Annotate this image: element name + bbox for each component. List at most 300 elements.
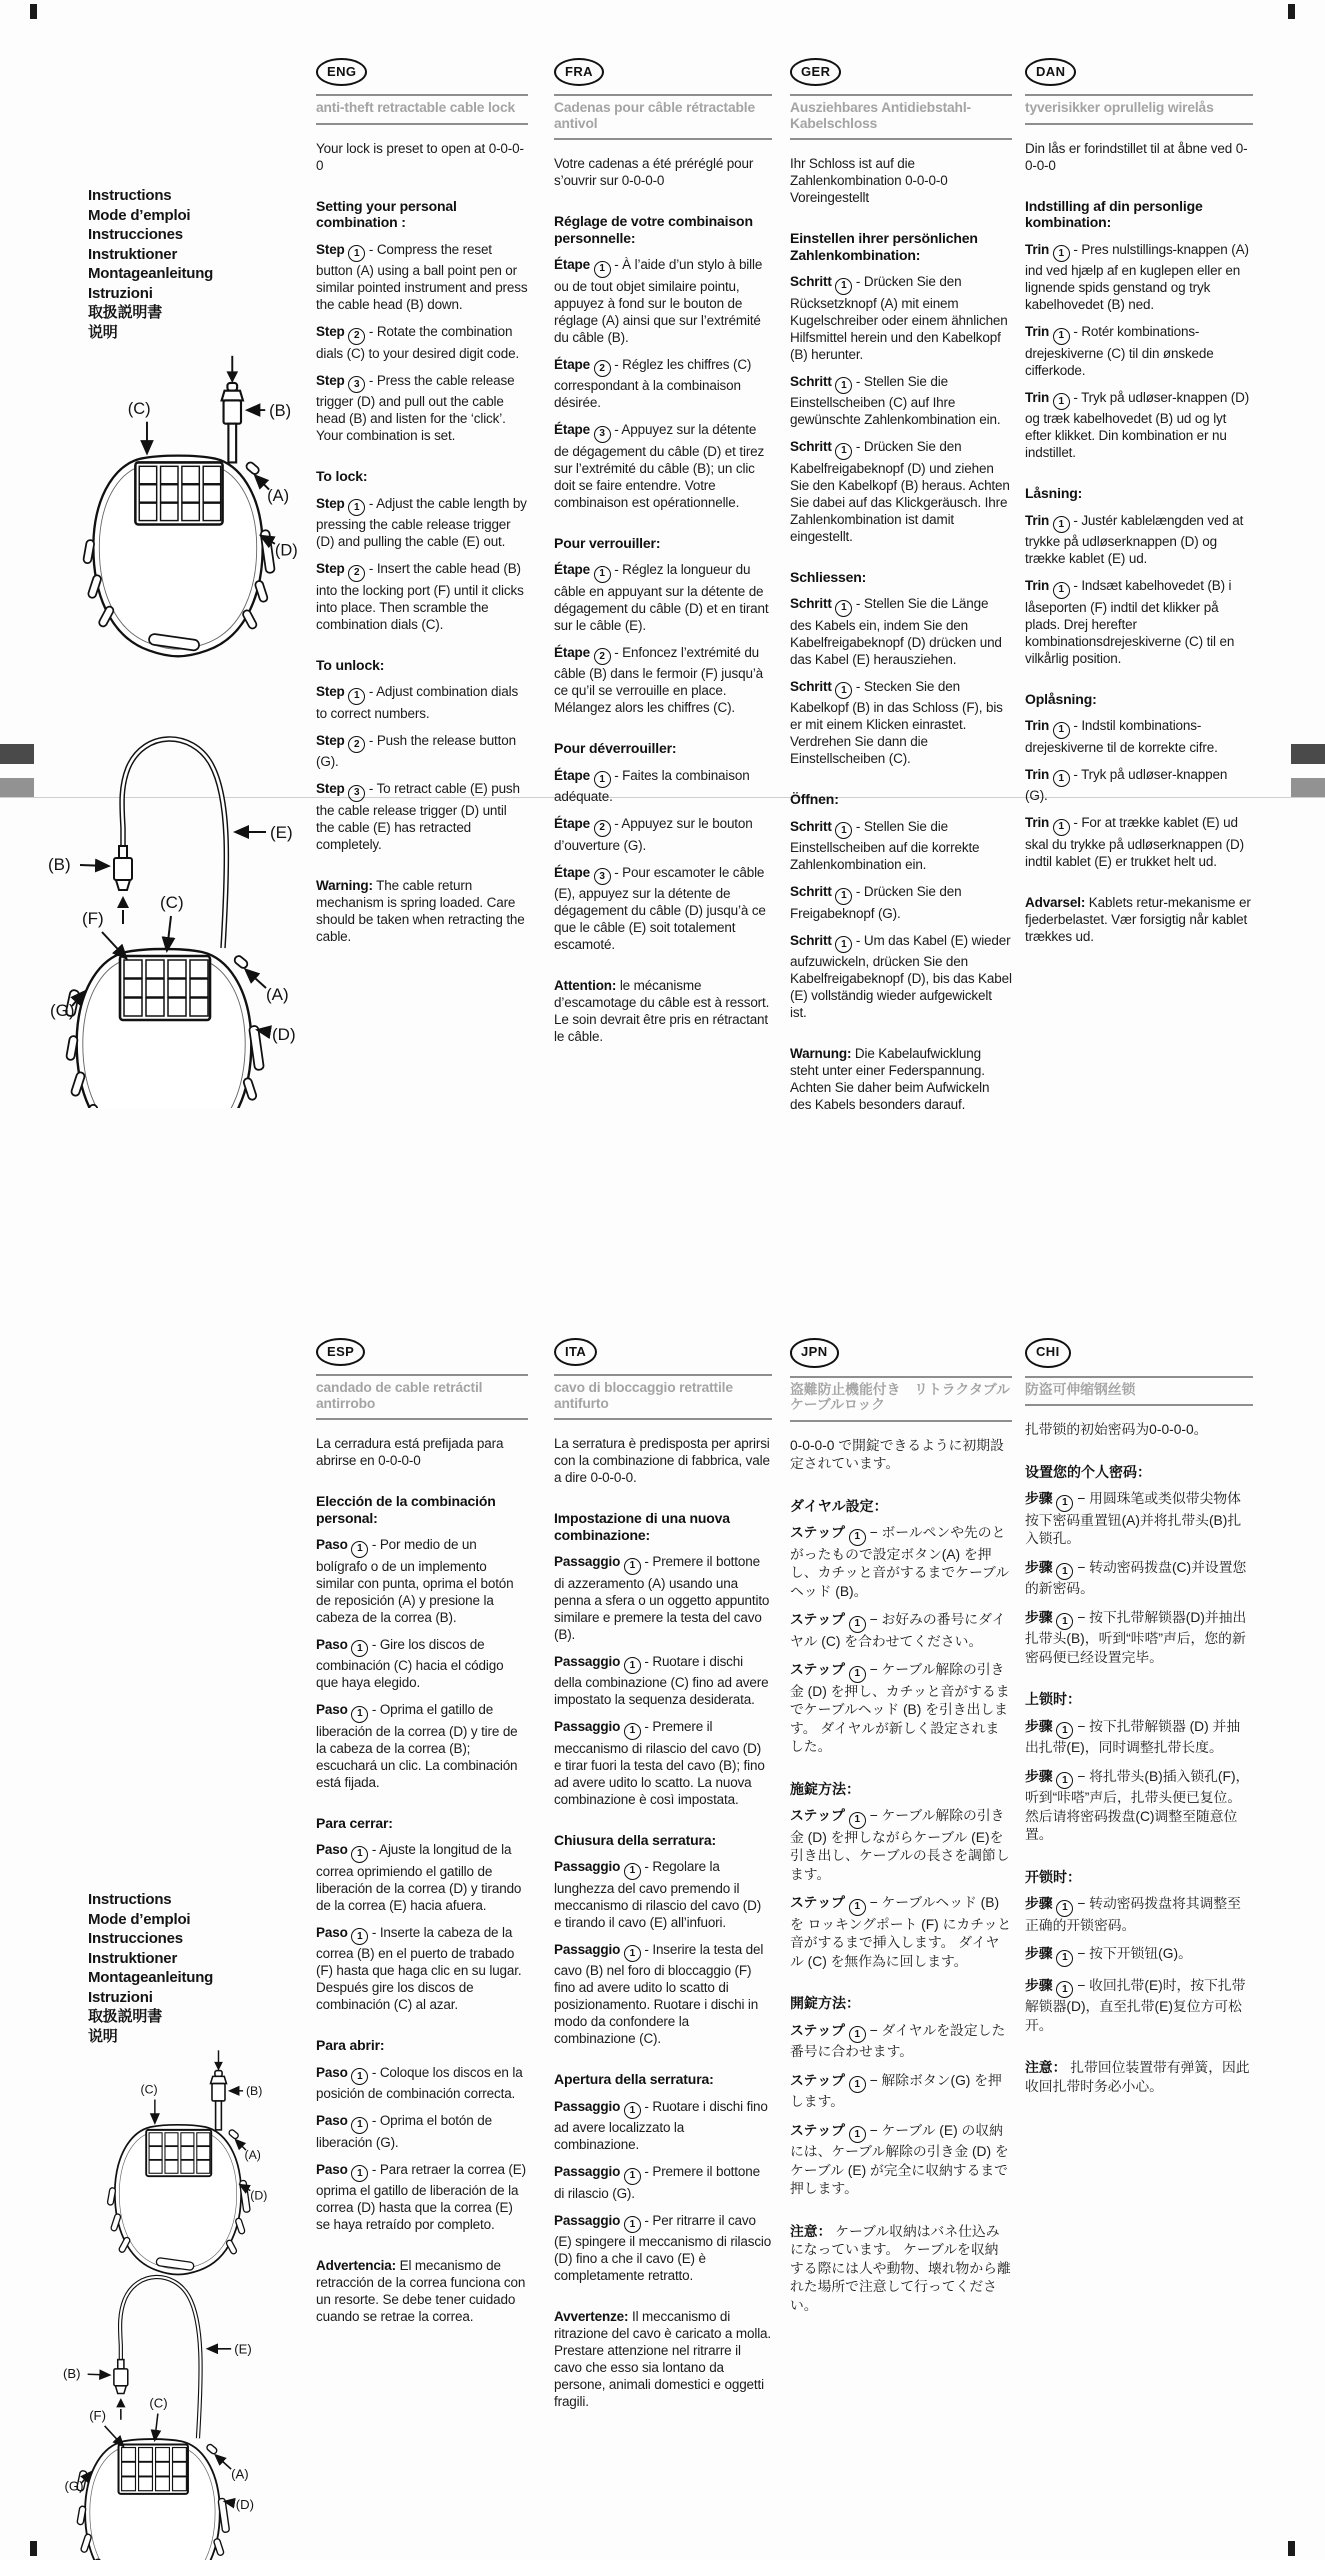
step-number-badge: 2 [348,736,365,753]
step-label: ステップ [790,1808,845,1823]
product-title: 防盗可伸缩钢丝锁 [1025,1376,1253,1407]
step-label: Step [316,781,345,796]
sidebar-language-4: Montageanleitung [88,265,214,282]
step-number-badge: 3 [348,376,365,393]
instruction-step: ステップ 1 − ケーブル解除の引き金 (D) を押し、カチッと音がするまでケーブルヘッド (B) を引き出します。 ダイヤルが新しく設定されました。 [790,1662,1010,1754]
instruction-step: Paso 1 - Oprima el gatillo de liberación de la correa (D) y tire de la cabeza de la correa (B); escuchará un clic. La combinación está fijada. [316,1702,518,1790]
step-label: Paso [316,1702,348,1717]
cable-icon [120,2277,201,2438]
instruction-step: Trin 1 - Tryk på udløser-knappen (G). [1025,766,1228,803]
cable-inner-line [120,2277,201,2438]
step-label: Passaggio [554,2164,621,2179]
step-label: 步骤 [1025,1491,1053,1506]
step-label: Schritt [790,274,832,289]
label-dials: (C) [140,2082,158,2097]
step-number-badge: 1 [624,2168,641,2185]
lock-body-icon [83,456,275,657]
label-release-trigger: (D) [274,541,298,560]
step-label: ステップ [790,1895,845,1910]
step-label: Étape [554,816,591,831]
instruction-step: ステップ 1 − お好みの番号にダイヤル (C) を合わせてください。 [790,1612,1006,1649]
section-heading: Chiusura della serratura: [554,1831,716,1848]
section-heading: ダイヤル設定： [790,1497,888,1514]
warning-label: Warnung: [790,1046,852,1061]
instruction-step: Étape 1 - Faites la combinaison adéquate. [554,767,750,804]
step-label: Schritt [790,678,832,694]
instruction-step: Passaggio 1 - Premere il bottone di azzeramento (A) usando una penna a sfera o un oggetto appuntito similare e premere la testa del cavo (B). [554,1554,770,1642]
step-number-badge: 1 [594,261,611,278]
step-label: 步骤 [1025,1946,1053,1961]
instruction-step: Step 2 - Push the release button (G). [316,732,516,769]
instruction-step: 步骤 1 − 转动密码拨盘(C)并设置您的新密码。 [1025,1559,1247,1596]
language-badge: JPN [790,1338,839,1368]
step-number-badge: 2 [594,360,611,377]
step-number-badge: 1 [835,936,852,953]
instruction-step: Passaggio 1 - Ruotare i dischi fino ad avere localizzato la combinazione. [554,2098,768,2152]
step-label: Paso [316,1537,348,1552]
instruction-step: Étape 2 - Réglez les chiffres (C) correspondant à la combinaison désirée. [554,356,752,410]
step-label: Schritt [790,932,832,948]
step-label: Step [316,324,345,339]
section-heading: 開錠方法： [790,1995,860,2011]
section-heading: Elección de la combinación personal: [316,1493,496,1526]
label-reset-button-arrow [256,476,270,490]
step-label: ステップ [790,2122,845,2138]
step-number-badge: 1 [351,1541,368,1558]
step-number-badge: 1 [835,443,852,460]
preset-note: Your lock is preset to open at 0-0-0-0 [316,140,524,173]
label-dials: (C) [127,399,151,418]
step-label: 步骤 [1025,1609,1053,1625]
step-number-badge: 1 [624,1558,641,1575]
step-label: ステップ [790,2072,845,2088]
sidebar-language-2: Instrucciones [88,1930,183,1947]
step-number-badge: 1 [849,1529,866,1546]
step-number-badge: 1 [1053,328,1070,345]
sidebar-language-0: Instructions [88,1891,172,1908]
press-down-arrowhead-icon [214,2062,223,2071]
cable-head-icon [114,846,132,890]
cable-lock-extended-illustration [26,678,306,1108]
step-label: Passaggio [554,1859,621,1874]
step-number-badge: 2 [594,648,611,665]
label-reset-button-arrow [246,970,266,988]
step-label: Step [316,241,345,257]
product-title: Ausziehbares Antidiebstahl-Kabelschloss [790,94,1012,140]
step-label: Step [316,732,345,748]
preset-note: 扎带锁的初始密码为0-0-0-0。 [1025,1422,1208,1437]
section-heading: Oplåsning: [1025,690,1097,707]
instruction-step: Étape 2 - Enfoncez l’extrémité du câble (B) dans le fermoir (F) jusqu’à ce qu’il se verrouille en place. Mélangez alors les chiffres (C). [554,644,764,715]
step-number-badge: 1 [1053,722,1070,739]
instruction-step: 步骤 1 − 收回扎带(E)时，按下扎带解锁器(D)，直至扎带(E)复位方可松开。 [1025,1977,1246,2033]
step-label: Étape [554,422,591,437]
instruction-step: ステップ 1 − ダイヤルを設定した番号に合わせます。 [790,2022,1006,2059]
step-label: 步骤 [1025,1977,1053,1993]
instruction-step: Étape 1 - Réglez la longueur du câble en appuyant sur la détente de dégagement du câble (D) et en tirant sur le câble (E). [554,562,769,633]
label-cable-head-arrow [88,2374,110,2375]
sidebar-language-0: Instructions [88,187,172,204]
section-heading: Indstilling af din personlige kombination: [1025,197,1203,230]
instruction-step: ステップ 1 − 解除ボタン(G) を押します。 [790,2072,1002,2109]
instruction-step: Step 3 - To retract cable (E) push the cable release trigger (D) until the cable (E) has retracted completely. [316,781,520,852]
section-heading: Para cerrar: [316,1814,393,1831]
step-number-badge: 1 [849,1899,866,1916]
language-badge: ESP [316,1338,365,1366]
step-label: Étape [554,644,591,660]
preset-note: Votre cadenas a été préréglé pour s’ouvrir sur 0-0-0-0 [554,156,754,188]
section-heading: Para abrir: [316,2037,385,2053]
step-number-badge: 1 [1053,245,1070,262]
column-chi [1025,1338,1253,2096]
column-eng [316,58,528,945]
step-number-badge: 1 [1056,1495,1073,1512]
section-heading: To unlock: [316,656,385,673]
instruction-step: Schritt 1 - Drücken Sie den Rücksetzknopf (A) mit einem Kugelschreiber oder einem ähnlichen Hilfsmittel herein und den Kabelkopf (B) herunter. [790,274,1008,362]
step-number-badge: 1 [351,2165,368,2182]
instruction-step: 步骤 1 − 转动密码拨盘将其调整至正确的开锁密码。 [1025,1896,1241,1933]
instruction-step: Trin 1 - Pres nulstillings-knappen (A) ind ved hjælp af en kuglepen eller en lignende spids genstand og tryk kabelhovedet (B) ned. [1025,241,1249,312]
label-cable-head: (B) [245,2084,263,2099]
step-label: Paso [316,1636,348,1652]
step-number-badge: 1 [1056,1613,1073,1630]
reset-button-icon [228,2129,239,2140]
step-label: Trin [1025,766,1050,782]
language-badge: FRA [554,58,604,86]
step-number-badge: 1 [849,1812,866,1829]
instruction-step: Paso 1 - Por medio de un bolígrafo o de un implemento similar con punta, oprima el botón de reposición (A) y presione la cabeza de la correa (B). [316,1537,514,1625]
lock-body-icon [76,2439,229,2560]
product-title: candado de cable retráctil antirrobo [316,1374,528,1420]
step-number-badge: 1 [1056,1900,1073,1917]
step-label: Schritt [790,596,832,611]
step-number-badge: 1 [624,2216,641,2233]
label-reset-button: (A) [266,985,289,1004]
instruction-step: Schritt 1 - Drücken Sie den Kabelfreigabeknopf (D) und ziehen Sie den Kabelkopf (B) heraus. Achten Sie dabei auf das Klickgeräusch. Ihre Zahlenkombination ist damit eingestellt. [790,439,1010,544]
sidebar-language-5: Istruzioni [88,1988,153,2006]
instruction-step: Passaggio 1 - Ruotare i dischi della combinazione (C) fino ad avere impostato la sequenza desiderata. [554,1653,769,1707]
step-label: Passaggio [554,1719,621,1734]
instruction-step: 步骤 1 − 按下扎带解锁器(D)并抽出扎带头(B)，听到“咔嗒”声后，您的新密码便已经设置完毕。 [1025,1609,1247,1665]
step-number-badge: 1 [1056,1722,1073,1739]
warning-note: Warnung: Die Kabelaufwicklung steht unter einer Federspannung. Achten Sie daher beim Aufwickeln des Kabels besonders darauf. [790,1046,990,1112]
step-number-badge: 1 [351,1846,368,1863]
lock-diagram-closed [52,350,304,670]
preset-note: Ihr Schloss ist auf die Zahlenkombination 0-0-0-0 Voreingestellt [790,156,948,205]
instruction-step: Trin 1 - Justér kablelængden ved at trykke på udløserknappen (D) og trække kablet (E) ud. [1025,512,1244,566]
step-number-badge: 1 [351,1640,368,1657]
label-dials-arrow [167,916,171,950]
label-locking-port: (F) [82,909,104,928]
step-label: Schritt [790,439,832,454]
instruction-step: Step 2 - Insert the cable head (B) into the locking port (F) until it clicks into place. Then scramble the combination dials (C). [316,561,524,632]
product-title: Cadenas pour câble rétractable antivol [554,94,772,140]
step-number-badge: 1 [624,2102,641,2119]
language-badge: ITA [554,1338,597,1366]
label-release-trigger-arrow [225,2502,234,2504]
language-badge: GER [790,58,841,86]
warning-label: Attention: [554,978,617,993]
step-label: Paso [316,2064,348,2080]
step-number-badge: 1 [351,1928,368,1945]
step-number-badge: 1 [1056,1563,1073,1580]
instruction-step: 步骤 1 − 按下扎带解锁器 (D) 并抽出扎带(E)，同时调整扎带长度。 [1025,1718,1241,1755]
step-number-badge: 1 [351,2117,368,2134]
step-label: Step [316,561,345,576]
instruction-step: ステップ 1 − ケーブル (E) の収納には、ケーブル解除の引き金 (D) を ケーブル (E) が完全に収納するまで押します。 [790,2122,1009,2196]
language-list [88,1890,213,2046]
instruction-step: Trin 1 - Tryk på udløser-knappen (D) og træk kabelhovedet (B) ud og lyt efter klikket. Din kombination er nu indstillet. [1025,389,1250,460]
label-reset-button-arrow [216,2455,231,2469]
instruction-step: Trin 1 - Rotér kombinations-drejeskiverne (C) til din ønskede cifferkode. [1025,324,1214,378]
instruction-step: 步骤 1 − 按下开锁钮(G)。 [1025,1945,1253,1967]
combination-dials-icon [119,2444,188,2493]
step-number-badge: 1 [348,688,365,705]
label-locking-port-arrow [105,2426,124,2446]
instruction-step: Paso 1 - Oprima el botón de liberación (G). [316,2113,492,2150]
step-number-badge: 1 [835,278,852,295]
step-number-badge: 1 [849,1666,866,1683]
step-number-badge: 1 [1053,516,1070,533]
step-number-badge: 1 [835,600,852,617]
step-number-badge: 1 [849,2126,866,2143]
section-heading: Setting your personal combination : [316,197,457,230]
label-reset-button: (A) [244,2147,261,2162]
reset-button-icon [206,2443,218,2455]
instruction-step: Étape 1 - À l’aide d’un stylo à bille ou de tout objet similaire pointu, appuyez à fond sur le bouton de réglage (A) ainsi que sur l’extrémité du câble (B). [554,257,763,345]
instruction-step: Schritt 1 - Stellen Sie die Einstellscheiben auf die korrekte Zahlenkombination ein. [790,818,980,872]
step-label: Trin [1025,815,1050,830]
step-label: Schritt [790,818,832,834]
sidebar-language-2: Instrucciones [88,226,183,243]
step-label: Step [316,495,345,511]
label-open-button: (G) [50,1001,75,1020]
combination-dials-icon [146,2130,211,2176]
step-label: Étape [554,767,591,783]
lock-diagram-extended [26,678,306,1108]
sidebar-language-6: 取扱説明書 [88,304,163,321]
cable-head-icon [211,2071,227,2130]
sidebar-language-1: Mode d’emploi [88,1910,191,1928]
step-number-badge: 1 [624,1863,641,1880]
language-list [88,186,213,342]
section-heading: 设置您的个人密码： [1025,1463,1151,1480]
sidebar-language-4: Montageanleitung [88,1969,214,1986]
step-number-badge: 1 [835,682,852,699]
step-number-badge: 2 [348,328,365,345]
column-dan [1025,58,1253,945]
step-label: Step [316,372,345,388]
label-reset-button: (A) [267,487,290,506]
step-number-badge: 1 [835,888,852,905]
label-cable-head-arrow [80,865,108,866]
step-number-badge: 1 [835,377,852,394]
instruction-step: Passaggio 1 - Premere il bottone di rilascio (G). [554,2164,760,2201]
step-number-badge: 1 [849,1616,866,1633]
instruction-step: Paso 1 - Inserte la cabeza de la correa (B) en el puerto de trabado (F) hasta que haga clic en su lugar. Después gire los discos de combinación (C) al azar. [316,1924,522,2012]
instruction-step: Schritt 1 - Drücken Sie den Freigabeknopf (G). [790,884,962,921]
sidebar-language-6: 取扱説明書 [88,2008,163,2025]
instruction-step: Trin 1 - For at trække kablet (E) ud skal du trykke på udløserknappen (D) indtil kablet (E) er trukket helt ud. [1025,815,1244,869]
instruction-step: Trin 1 - Indsæt kabelhovedet (B) i låseporten (F) indtil det klikker på plads. Drej herefter kombinationsdrejeskiverne (C) til en vilkårlig position. [1025,578,1235,666]
product-title: tyverisikker oprullelig wirelås [1025,94,1253,125]
column-esp [316,1338,528,2325]
section-heading: Schliessen: [790,568,867,585]
reset-button-icon [245,461,260,476]
instruction-step: Schritt 1 - Stellen Sie die Einstellscheiben (C) auf Ihre gewünschte Zahlenkombination ein. [790,373,1001,427]
label-locking-port: (F) [89,2407,106,2423]
warning-note: Advarsel: Kablets retur-mekanisme er fjederbelastet. Vær forsigtig når kablet trækkes ud. [1025,894,1251,944]
label-cable: (E) [234,2341,252,2357]
step-number-badge: 1 [351,1706,368,1723]
warning-label: 注意： [790,2223,832,2239]
preset-note: 0-0-0-0 で開錠できるように初期設定されています。 [790,1437,1004,1471]
preset-note: Din lås er forindstillet til at åbne ved 0-0-0-0 [1025,140,1248,173]
instruction-step: Étape 2 - Appuyez sur le bouton d’ouverture (G). [554,816,753,853]
step-label: ステップ [790,2022,845,2038]
step-number-badge: 1 [835,822,852,839]
sidebar-language-3: Instruktioner [88,1949,178,1967]
section-heading: Öffnen: [790,791,839,807]
step-label: Passaggio [554,2098,621,2114]
label-release-trigger: (D) [235,2497,254,2513]
language-badge: ENG [316,58,367,86]
warning-note: Advertencia: El mecanismo de retracción de la correa funciona con un resorte. Se debe tener cuidado cuando se retrae la correa. [316,2258,526,2324]
label-release-trigger: (D) [272,1025,296,1044]
step-label: Trin [1025,578,1050,593]
combination-dials-icon [135,462,222,524]
preset-note: La cerradura está prefijada para abrirse en 0-0-0-0 [316,1436,504,1468]
step-label: Paso [316,1924,348,1940]
instruction-step: ステップ 1 − ケーブルヘッド (B) を ロッキングポート (F) にカチッと音がするまで挿入します。 ダイヤル (C) を無作為に回します。 [790,1895,1012,1969]
section-heading: Réglage de votre combinaison personnelle: [554,213,753,246]
section-heading: 开锁时： [1025,1868,1081,1885]
warning-label: Avvertenze: [554,2309,629,2324]
step-label: Étape [554,562,591,577]
instruction-step: Step 1 - Compress the reset button (A) using a ball point pen or similar pointed instrument and press the cable head (B) down. [316,241,528,312]
label-dials: (C) [149,2395,168,2411]
step-label: Trin [1025,389,1050,405]
section-heading: 上锁时： [1025,1691,1081,1707]
section-heading: Låsning: [1025,485,1083,501]
cable-lock-closed-illustration [52,350,304,670]
insert-up-arrowhead-icon [117,896,129,908]
section-heading: To lock: [316,468,368,484]
step-number-badge: 1 [348,245,365,262]
step-label: Étape [554,864,591,880]
step-number-badge: 1 [1056,1981,1073,1998]
step-number-badge: 1 [1053,393,1070,410]
section-heading: Apertura della serratura: [554,2071,714,2087]
instruction-step: Step 1 - Adjust combination dials to correct numbers. [316,684,519,721]
step-number-badge: 1 [1053,582,1070,599]
step-label: Trin [1025,512,1050,528]
sidebar-language-7: 说明 [88,2027,118,2045]
step-number-badge: 1 [1053,819,1070,836]
instruction-step: Step 1 - Adjust the cable length by pressing the cable release trigger (D) and pulling the cable (E) out. [316,495,527,549]
instruction-step: Passaggio 1 - Inserire la testa del cavo (B) nel foro di bloccaggio (F) fino ad avere udito lo scatto di posizionamento. Ruotare i dischi in modo da confondere la combinazione (C). [554,1941,764,2046]
language-badge: CHI [1025,1338,1071,1368]
insert-up-arrowhead-icon [116,2398,125,2407]
reset-button-icon [233,954,249,969]
label-release-trigger-arrow [258,1030,270,1032]
instruction-step: Étape 3 - Appuyez sur la détente de dégagement du câble (D) et tirez sur l’extrémité du câble (B); un clic doit se faire entendre. Votre combinaison est opérationnelle. [554,422,765,510]
section-heading: Einstellen ihrer persönlichen Zahlenkombination: [790,230,978,263]
step-label: Paso [316,1842,348,1857]
step-label: Passaggio [554,1554,621,1569]
step-number-badge: 2 [594,820,611,837]
step-number-badge: 1 [1056,1950,1073,1967]
warning-note: 注意： ケーブル収納はバネ仕込みになっています。 ケーブルを収納する際には人や動物、壊れ物から離れた場所で注意して行ってください。 [790,2223,1011,2313]
sidebar-language-7: 说明 [88,323,118,341]
product-title: 盗難防止機能付き リトラクタブル ケーブルロック [790,1376,1012,1422]
cable-head-icon [222,383,243,462]
section-heading: Pour déverrouiller: [554,740,677,756]
warning-label: Advertencia: [316,2258,396,2273]
label-release-trigger: (D) [250,2188,268,2203]
warning-note: Attention: le mécanisme d’escamotage du câble est à ressort. Le soin devrait être pris en rétractant le câble. [554,978,770,1044]
step-label: Passaggio [554,2212,621,2228]
step-label: Trin [1025,324,1050,339]
step-number-badge: 1 [348,499,365,516]
label-cable: (E) [270,823,293,842]
step-label: Étape [554,356,591,372]
step-number-badge: 1 [624,1723,641,1740]
instruction-step: Step 3 - Press the cable release trigger (D) and pull out the cable head (B) and listen for the ‘click’. Your combination is set. [316,372,515,443]
label-reset-button: (A) [231,2466,249,2482]
step-label: Schritt [790,884,832,899]
label-dials-arrow [155,2414,158,2440]
step-label: Passaggio [554,1653,621,1669]
column-ger [790,58,1012,1113]
step-label: 步骤 [1025,1768,1053,1784]
step-number-badge: 3 [594,426,611,443]
label-cable-head: (B) [48,855,71,874]
step-number-badge: 1 [624,1657,641,1674]
product-title: cavo di bloccaggio retrattile antifurto [554,1374,772,1420]
step-label: 步骤 [1025,1718,1053,1734]
column-ita [554,1338,772,2410]
instruction-step: Step 2 - Rotate the combination dials (C) to your desired digit code. [316,324,520,361]
warning-label: 注意： [1025,2060,1067,2075]
cable-inner-line [122,739,226,948]
step-label: Paso [316,2113,348,2128]
instruction-step: Schritt 1 - Um das Kabel (E) wieder aufzuwickeln, drücken Sie den Kabelfreigabeknopf (D), bis das Kabel (E) vollständig wieder aufgewickelt ist. [790,932,1012,1020]
step-number-badge: 1 [849,2076,866,2093]
warning-note: Warning: The cable return mechanism is spring loaded. Care should be taken when retracting the cable. [316,877,525,944]
language-badge: DAN [1025,58,1076,86]
step-number-badge: 3 [348,785,365,802]
step-label: ステップ [790,1662,845,1677]
step-label: ステップ [790,1525,845,1540]
step-number-badge: 1 [594,771,611,788]
instruction-step: ステップ 1 − ケーブル解除の引き金 (D) を押しながらケーブル (E)を引き出し、ケーブルの長さを調節します。 [790,1808,1010,1882]
label-dials: (C) [160,893,184,912]
column-jpn [790,1338,1024,2315]
cable-lock-extended-illustration [46,2230,262,2560]
step-number-badge: 1 [624,1945,641,1962]
label-reset-button-arrow [236,2140,246,2150]
step-label: Schritt [790,373,832,389]
product-title: anti-theft retractable cable lock [316,94,528,125]
step-label: 步骤 [1025,1559,1053,1575]
cable-icon [122,739,226,948]
step-number-badge: 1 [1056,1772,1073,1789]
instruction-step: 步骤 1 − 用圆珠笔或类似带尖物体按下密码重置钮(A)并将扎带头(B)扎入锁孔。 [1025,1491,1242,1546]
section-heading: Pour verrouiller: [554,534,661,551]
instruction-step: Passaggio 1 - Per ritrarre il cavo (E) spingere il meccanismo di rilascio (D) fino a che il cavo (E) è completamente retratto. [554,2212,772,2283]
step-label: Étape [554,257,591,272]
